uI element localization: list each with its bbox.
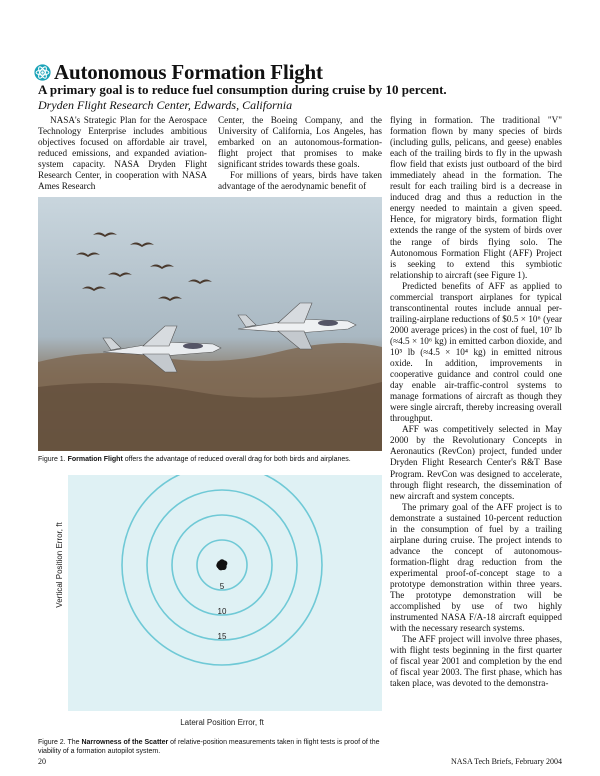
caption-bold: Formation Flight [67,456,123,463]
publication-name: NASA Tech Briefs, February 2004 [450,757,562,766]
formation-flight-photo [38,197,382,451]
article-title: Autonomous Formation Flight [54,59,323,84]
caption-label: Figure 1. [38,456,66,463]
page-number: 20 [38,757,46,766]
article-subtitle: A primary goal is to reduce fuel consumption during cruise by 10 percent. [38,82,447,97]
ring-label-10: 10 [217,607,227,616]
caption-text: offers the advantage of reduced overall drag for both birds and airplanes. [122,456,351,463]
paragraph: For millions of years, birds have taken advantage of the aerodynamic benefit of [218,170,382,192]
ring-label-15: 15 [217,632,227,641]
paragraph: flying in formation. The traditional "V" formation flown by many species of birds (including gulls, pelicans, and geese) enables each of the trailing birds to fly in the upwash flow field that exists just outboard of the bird immediately ahead in the formation. The result for each trailing bird is a decrease in induced drag and thus a reduction in the energy needed to maintain a given speed. Hence, for migratory birds, formation flight extends the range of the system of birds over the range of birds flying solo. The Autonomous Formation Flight (AFF) Project is seeking to extend this symbiotic relationship to aircraft (see Figure 1). [390,115,562,280]
article-byline: Dryden Flight Research Center, Edwards, California [38,98,293,112]
column-1 [38,115,207,192]
scatter-chart [38,475,382,735]
y-axis-label: Vertical Position Error, ft [55,522,64,608]
caption-label: Figure 2. The [38,739,80,746]
ring-label-5: 5 [219,582,225,591]
column-2 [218,115,382,192]
chart-svg [38,475,382,735]
paragraph: AFF was competitively selected in May 2000 by the Revolutionary Concepts in Aeronautics (RevCon) project, funded under Dryden Flight Research Center's R&T Base Program. RevCon was designed to accelerate, through flight research, the dissemination of new aircraft and system concepts. [390,424,562,501]
scatter-point [220,563,226,569]
paragraph: NASA's Strategic Plan for the Aerospace Technology Enterprise includes ambitious objectives focused on affordable air travel, reduced emissions, and expanded aviation-system capacity. NASA Dryden Flight Research Center, in cooperation with NASA Ames Research [38,115,207,192]
figure-2-caption [38,738,382,756]
paragraph: The AFF project will involve three phases, with flight tests beginning in the first quarter of fiscal year 2001 and completion by the end of fiscal year 2003. The first phase, which has taken place, was devoted to the demonstra- [390,634,562,689]
paragraph: Center, the Boeing Company, and the University of California, Los Angeles, has embarked on an autonomous-formation-flight project that promises to make significant strides towards these goals. [218,115,382,170]
x-axis-label: Lateral Position Error, ft [180,718,264,727]
paragraph: The primary goal of the AFF project is to demonstrate a sustained 10-percent reduction in the consumption of fuel by a trailing airplane during cruise. The project intends to advance the concept of autonomous-formation-flight drag reduction from the experimental proof-of-concept stage to a prototype demonstration within three years. The prototype demonstration will be accomplished by use of two highly instrumented NASA F/A-18 aircraft equipped with the necessary research systems. [390,501,562,634]
column-3 [390,115,562,689]
title-row [34,60,574,84]
caption-bold: Narrowness of the Scatter [81,739,169,746]
photo-illustration [38,197,382,451]
plot-background [68,475,382,711]
caption-text: of relative-position measurements taken in flight tests is proof of the viability of a formation autopilot system. [38,739,380,755]
figure-1-caption [38,455,382,464]
paragraph: Predicted benefits of AFF as applied to commercial transport airplanes for typical transcontinental routes include annual per-trailing-airplane reductions of $0.5 × 10⁶ (year 2000 average prices) in the cost of fuel, 10⁷ lb (≈4.5 × 10⁶ kg) in emitted carbon dioxide, and 10⁵ lb (≈4.5 × 10⁴ kg) in emitted nitrous oxide. In addition, improvements in cooperative guidance and control could one day enable air-traffic-control systems to manage formations of aircraft as though they were single aircraft, thereby increasing overall throughput. [390,280,562,424]
nasa-atom-icon [34,64,51,81]
